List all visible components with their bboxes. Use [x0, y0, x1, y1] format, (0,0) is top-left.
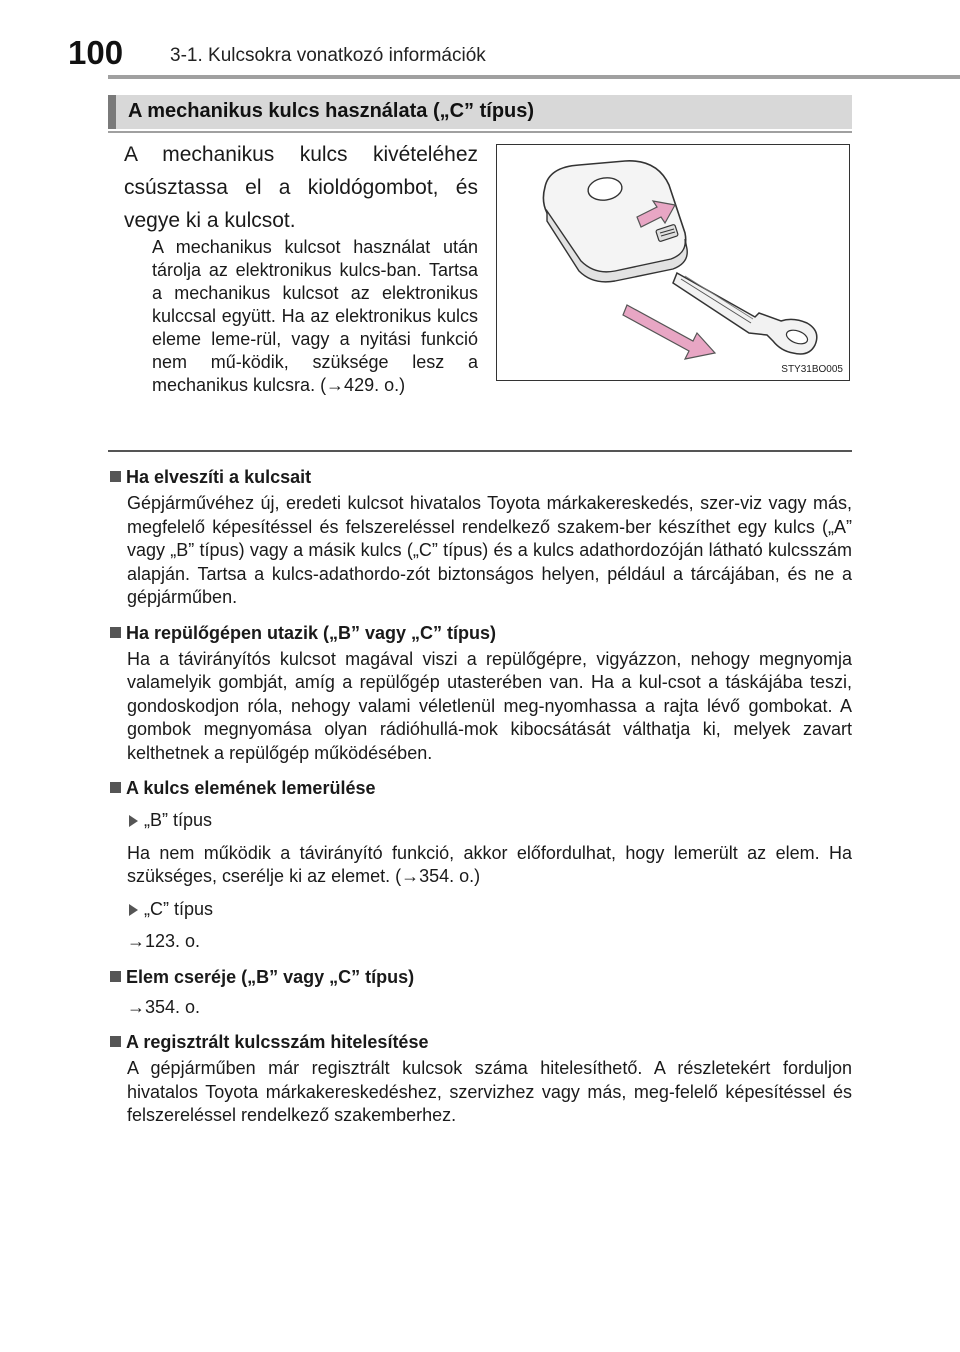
item-heading — [108, 622, 852, 645]
item-text: Gépjárművéhez új, eredeti kulcsot hivatalos Toyota márkakereskedés, szer-viz vagy más, megfelelő képesítéssel és felszereléssel rendelkező szakem-ber készíthet egy kulcs („A” vagy „B” típus) vagy a másik kulcs („C” típus) és a kulcs adathordozóján látható kulcsszám alapján. Tartsa a kulcs-adathordo-zót biztonságos helyen, például a tárcájában, és ne a gépjárműben. — [127, 493, 852, 607]
item-heading — [108, 1031, 852, 1054]
square-bullet-icon — [110, 782, 121, 793]
section-intro: A mechanikus kulcs kivételéhez csúsztassa el a kioldógombot, és vegye ki a kulcsot. — [124, 143, 478, 232]
key-illustration — [496, 144, 850, 381]
section-underline — [108, 131, 852, 133]
item-heading-text: A regisztrált kulcsszám hitelesítése — [126, 1032, 429, 1052]
item-heading-text: Elem cseréje („B” vagy „C” típus) — [126, 966, 415, 987]
triangle-bullet-icon — [129, 815, 138, 827]
subitem-type-c — [127, 898, 852, 922]
key-drawing-icon — [497, 145, 848, 379]
triangle-bullet-icon — [129, 904, 138, 916]
item-heading — [108, 777, 852, 800]
item-heading — [108, 966, 852, 989]
square-bullet-icon — [110, 471, 121, 482]
item-text: Ha nem működik a távirányító funkció, akkor előfordulhat, hogy lemerült az elem. Ha szükséges, cserélje ki az elemet. (→354. o.) — [127, 842, 852, 886]
page-reference: →354. o. — [127, 996, 201, 1017]
subitem-label: „C” típus — [144, 898, 214, 919]
square-bullet-icon — [110, 1036, 121, 1047]
item-heading-text: Ha elveszíti a kulcsait — [126, 467, 312, 487]
section-divider — [108, 450, 852, 452]
section-heading-bar — [108, 95, 852, 129]
item-heading — [108, 466, 852, 489]
item-heading-text: A kulcs elemének lemerülése — [126, 778, 376, 798]
info-list — [108, 458, 852, 1128]
page-reference: →123. o. — [127, 931, 201, 951]
subitem-label: „B” típus — [144, 810, 213, 830]
square-bullet-icon — [110, 971, 121, 982]
item-text: A gépjárműben már regisztrált kulcsok száma hitelesíthető. A részletekért forduljon hivatalos Toyota márkakereskedéshez, szervizhez vagy más, meg-felelő képesítéssel és felszereléssel rendelkező szakemberhez. — [127, 1058, 852, 1125]
subitem-type-b — [127, 809, 852, 833]
figure-code: STY31BO005 — [781, 364, 843, 375]
chapter-title: 3-1. Kulcsokra vonatkozó információk — [170, 45, 486, 66]
item-heading-text: Ha repülőgépen utazik („B” vagy „C” típus) — [126, 622, 497, 643]
section-title: A mechanikus kulcs használata („C” típus) — [128, 100, 535, 122]
section-accent — [108, 95, 116, 129]
item-text: Ha a távirányítós kulcsot magával viszi a repülőgépre, vigyázzon, nehogy megnyomja valamelyik gombját, amíg a repülőgép utasterében van. Ha a kul-csot a táskájába teszi, gondoskodjon róla, nehogy valami véletlenül meg-nyomhassa a rajta lévő gombokat. A gombok megnyomása olyan rádióhullá-mok kibocsátását válthatja ki, melyek zavart kelthetnek a repülőgép működésében. — [127, 648, 852, 763]
section-note: A mechanikus kulcsot használat után tárolja az elektronikus kulcs-ban. Tartsa a mechanikus kulcsot az elektronikus kulccsal együtt. Ha az elektronikus kulcs eleme leme-rül, vagy a nyitási funkció nem mű-ködik, szüksége lesz a mechanikus kulcsra. (→429. o.) — [152, 237, 478, 395]
square-bullet-icon — [110, 627, 121, 638]
header-rule — [108, 75, 960, 79]
page-number: 100 — [68, 34, 124, 71]
